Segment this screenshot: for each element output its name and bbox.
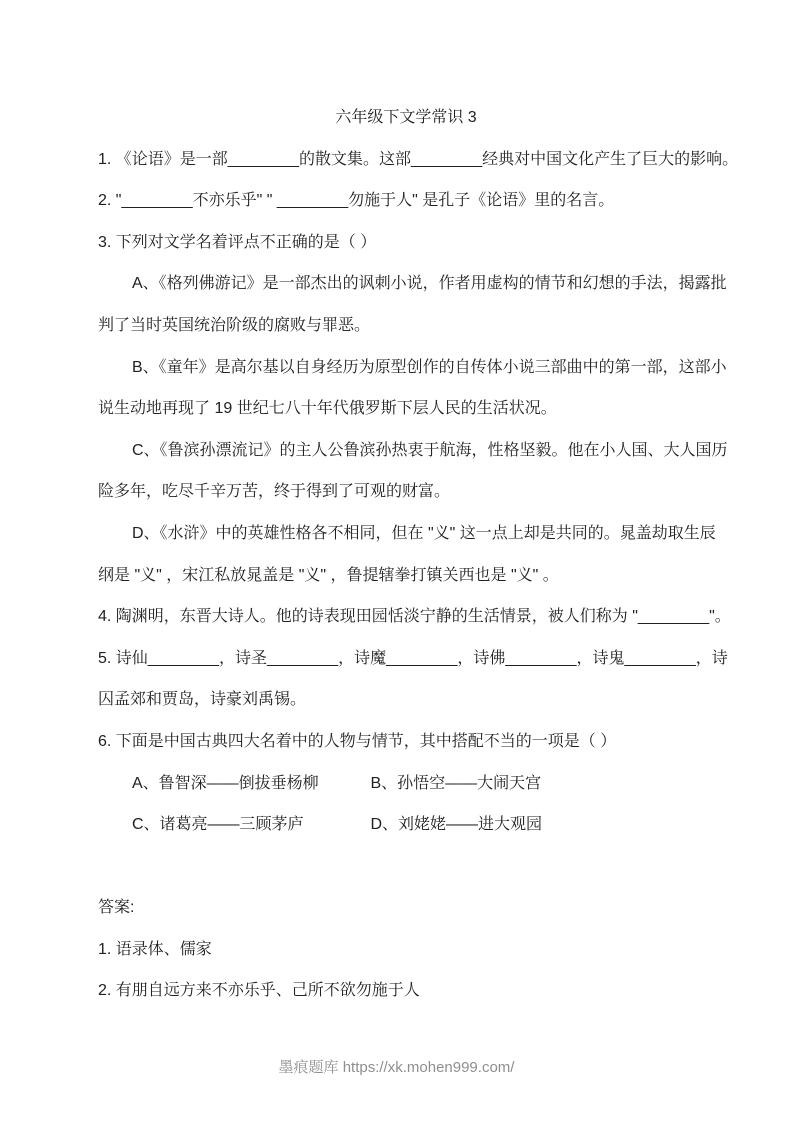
question-3-option-b-line-2: 说生动地再现了 19 世纪七八十年代俄罗斯下层人民的生活状况。 — [98, 400, 557, 418]
answer-2: 2. 有朋自远方来不亦乐乎、己所不欲勿施于人 — [98, 982, 420, 1000]
question-3-stem: 3. 下列对文学名着评点不正确的是（ ） — [98, 233, 377, 251]
footer-watermark: 墨痕题库 https://xk.mohen999.com/ — [278, 1059, 515, 1076]
question-5-line-1: 5. 诗仙________，诗圣________，诗魔________，诗佛________，诗鬼________，诗 — [98, 649, 728, 667]
question-6-option-a: A、鲁智深——倒拔垂杨柳 — [132, 774, 319, 792]
question-6-option-b: B、孙悟空——大闹天宫 — [370, 774, 542, 792]
question-6-options-row-1 — [98, 763, 714, 805]
answers-header: 答案: — [98, 899, 135, 917]
question-1: 1. 《论语》是一部________的散文集。这部________经典对中国文化产生了巨大的影响。 — [98, 150, 739, 168]
question-4: 4. 陶渊明，东晋大诗人。他的诗表现田园恬淡宁静的生活情景，被人们称为 "________"。 — [98, 608, 731, 626]
question-2: 2. "________不亦乐乎" " ________勿施于人" 是孔子《论语》里的名言。 — [98, 192, 615, 210]
question-6-option-d: D、刘姥姥——进大观园 — [370, 816, 543, 834]
blank-line — [98, 846, 714, 888]
question-6-stem: 6. 下面是中国古典四大名着中的人物与情节，其中搭配不当的一项是（ ） — [98, 732, 617, 750]
question-3-option-d-line-1: D、《水浒》中的英雄性格各不相同，但在 "义" 这一点上却是共同的。晁盖劫取生辰 — [132, 524, 716, 542]
question-3-option-d-line-2: 纲是 "义" ，宋江私放晁盖是 "义" ，鲁提辖拳打镇关西也是 "义" 。 — [98, 566, 559, 584]
question-3-option-c-line-2: 险多年，吃尽千辛万苦，终于得到了可观的财富。 — [98, 483, 451, 501]
answer-1: 1. 语录体、儒家 — [98, 940, 212, 958]
question-6-option-c: C、诸葛亮——三顾茅庐 — [132, 816, 304, 834]
question-6-options-row-2 — [98, 804, 714, 846]
question-3-option-a-line-1: A、《格列佛游记》是一部杰出的讽刺小说，作者用虚构的情节和幻想的手法，揭露批 — [132, 275, 727, 293]
question-5-line-2: 囚孟郊和贾岛，诗豪刘禹锡。 — [98, 691, 307, 709]
question-3-option-a-line-2: 判了当时英国统治阶级的腐败与罪恶。 — [98, 316, 371, 334]
question-3-option-b-line-1: B、《童年》是高尔基以自身经历为原型创作的自传体小说三部曲中的第一部，这部小 — [132, 358, 727, 376]
document-body — [98, 97, 739, 1012]
doc-title: 六年级下文学常识 3 — [335, 109, 477, 126]
question-3-option-c-line-1: C、《鲁滨孙漂流记》的主人公鲁滨孙热衷于航海，性格坚毅。他在小人国、大人国历 — [132, 441, 728, 459]
